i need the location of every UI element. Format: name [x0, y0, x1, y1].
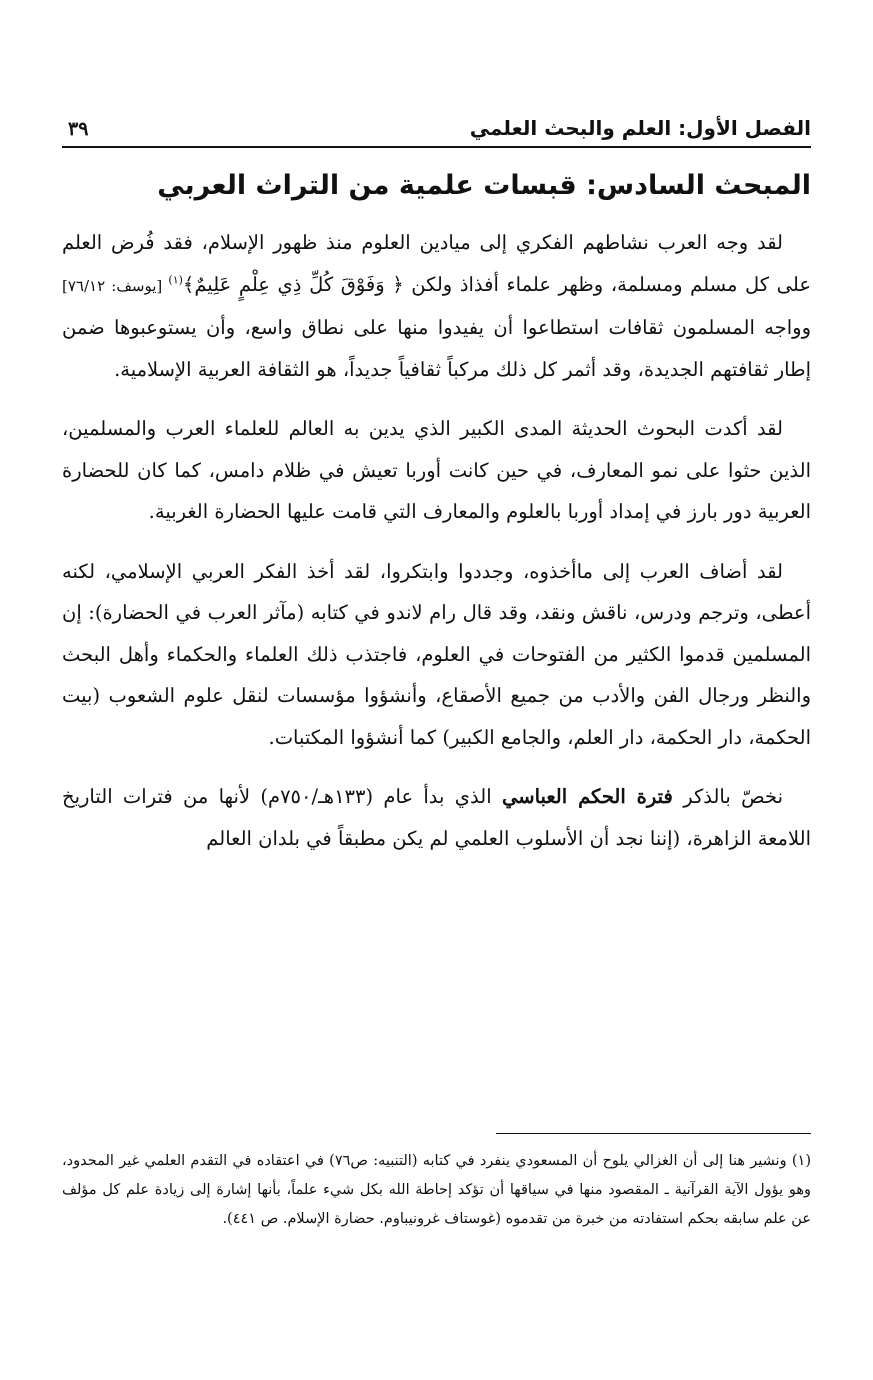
paragraph-4-continuation: الذي بدأ عام (١٣٣هـ/٧٥٠م) لأنها من فترات التاريخ اللامعة الزاهرة، (إننا نجد أن الأسلوب العلمي لم يكن مطبقاً في بلدان العالم — [62, 785, 811, 850]
paragraph-1 — [62, 222, 811, 390]
quran-citation: [يوسف: ٧٦/١٢] — [62, 276, 169, 295]
abbasid-period-phrase: فترة الحكم العباسي — [501, 785, 673, 808]
body-text — [62, 222, 811, 859]
section-title: المبحث السادس: قبسات علمية من التراث العربي — [157, 170, 811, 201]
footnote-separator — [496, 1133, 811, 1134]
footnote: (١) ونشير هنا إلى أن الغزالي يلوح أن المسعودي ينفرد في كتابه (التنبيه: ص٧٦) في اعتقاده في التقدم العلمي غير المحدود، وهو يؤول الآية القرآنية ـ المقصود منها في سياقها أن تؤكد إحاطة الله بكل شيء علماً، بأنها إشارة إلى زيادة علم كل مؤلف عن علم سابقه بحكم استفادته من خبرة من تقدموه (غوستاف غرونيباوم. حضارة الإسلام. ص ٤٤١). — [62, 1153, 811, 1227]
paragraph-1-continuation: وواجه المسلمون ثقافات استطاعوا أن يفيدوا منها على نطاق واسع، وأن يستوعبوها ضمن إطار ثقافتهم الجديدة، وقد أثمر كل ذلك مركباً ثقافياً جديداً، هو الثقافة العربية الإسلامية. — [62, 316, 811, 381]
paragraph-2: لقد أكدت البحوث الحديثة المدى الكبير الذي يدين به العالم للعلماء العرب والمسلمين، الذين حثوا على نمو المعارف، في حين كانت أوربا تعيش في ظلام دامس، كما كان للحضارة العربية دور بارز في إمداد أوربا بالعلوم والمعارف التي قامت عليها الحضارة الغربية. — [62, 417, 811, 523]
paragraph-3: لقد أضاف العرب إلى ماأخذوه، وجددوا وابتكروا، لقد أخذ الفكر العربي الإسلامي، لكنه أعطى، وترجم ودرس، ناقش ونقد، وقد قال رام لاندو في كتابه (مآثر العرب في الحضارة): إن المسلمين قدموا الكثير من الفتوحات في العلوم، فاجتذب ذلك العلماء والحكماء وأهل البحث والنظر ورجال الفن والأدب من جميع الأصقاع، وأنشؤوا مؤسسات لنقل علوم الشعوب (بيت الحكمة، دار الحكمة، دار العلم، والجامع الكبير) كما أنشؤوا المكتبات. — [62, 559, 811, 749]
paragraph-1-text: لقد وجه العرب نشاطهم الفكري إلى ميادين العلوم منذ ظهور الإسلام، فقد فُرض العلم على كل مسلم ومسلمة، وظهر علماء أفذاذ ولكن ﴿ وَفَوْقَ كُلِّ ذِي عِلْمٍ عَلِيمٌ﴾ — [62, 231, 811, 296]
running-header — [62, 100, 811, 140]
header-rule — [62, 146, 811, 148]
paragraph-4-text: نخصّ بالذكر — [672, 785, 784, 808]
chapter-title: الفصل الأول: العلم والبحث العلمي — [469, 116, 811, 140]
paragraph-4 — [62, 776, 811, 859]
footnote-marker: (١) — [168, 273, 183, 286]
page-number: ٣٩ — [68, 118, 89, 140]
